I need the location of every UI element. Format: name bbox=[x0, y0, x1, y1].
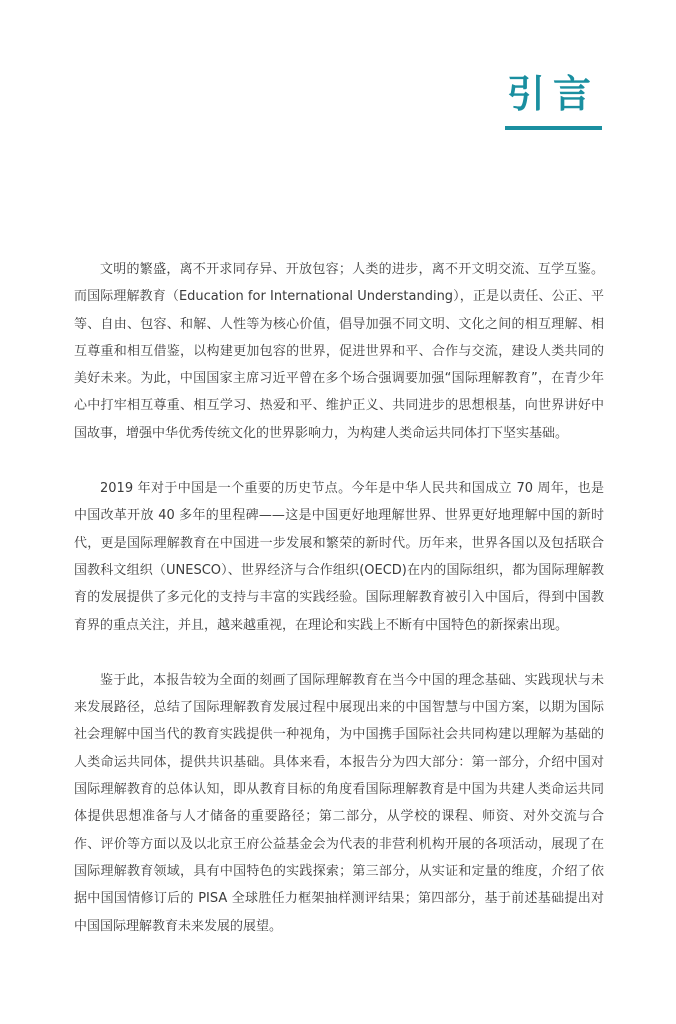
title-underline bbox=[505, 126, 602, 130]
body-text bbox=[74, 256, 604, 968]
paragraph-2: 2019 年对于中国是一个重要的历史节点。今年是中华人民共和国成立 70 周年，也是中国改革开放 40 多年的里程碑——这是中国更好地理解世界、世界更好地理解中国的新时代，更是国际理解教育在中国进一步发展和繁荣的新时代。历年来，世界各国以及包括联合国教科文组织（UNESCO）、世界经济与合作组织(OECD)在内的国际组织，都为国际理解教育的发展提供了多元化的支持与丰富的实践经验。国际理解教育被引入中国后，得到中国教育界的重点关注，并且，越来越重视，在理论和实践上不断有中国特色的新探索出现。 bbox=[74, 481, 604, 633]
page-title: 引言 bbox=[507, 72, 600, 116]
paragraph-3: 鉴于此，本报告较为全面的刻画了国际理解教育在当今中国的理念基础、实践现状与未来发展路径，总结了国际理解教育发展过程中展现出来的中国智慧与中国方案，以期为国际社会理解中国当代的教育实践提供一种视角，为中国携手国际社会共同构建以理解为基础的人类命运共同体，提供共识基础。具体来看，本报告分为四大部分：第一部分，介绍中国对国际理解教育的总体认知，即从教育目标的角度看国际理解教育是中国为共建人类命运共同体提供思想准备与人才储备的重要路径；第二部分，从学校的课程、师资、对外交流与合作、评价等方面以及以北京王府公益基金会为代表的非营利机构开展的各项活动，展现了在国际理解教育领域，具有中国特色的实践探索；第三部分，从实证和定量的维度，介绍了依据中国国情修订后的 PISA 全球胜任力框架抽样测评结果；第四部分，基于前述基础提出对中国国际理解教育未来发展的展望。 bbox=[74, 672, 604, 934]
paragraph-1: 文明的繁盛，离不开求同存异、开放包容；人类的进步，离不开文明交流、互学互鉴。而国际理解教育（Education for International Understanding），正是以责任、公正、平等、自由、包容、和解、人性等为核心价值，倡导加强不同文明、文化之间的相互理解、相互尊重和相互借鉴，以构建更加包容的世界，促进世界和平、合作与交流，建设人类共同的美好未来。为此，中国国家主席习近平曾在多个场合强调要加强“国际理解教育”，在青少年心中打牢相互尊重、相互学习、热爱和平、维护正义、共同进步的思想根基，向世界讲好中国故事，增强中华优秀传统文化的世界影响力，为构建人类命运共同体打下坚实基础。 bbox=[74, 262, 604, 441]
